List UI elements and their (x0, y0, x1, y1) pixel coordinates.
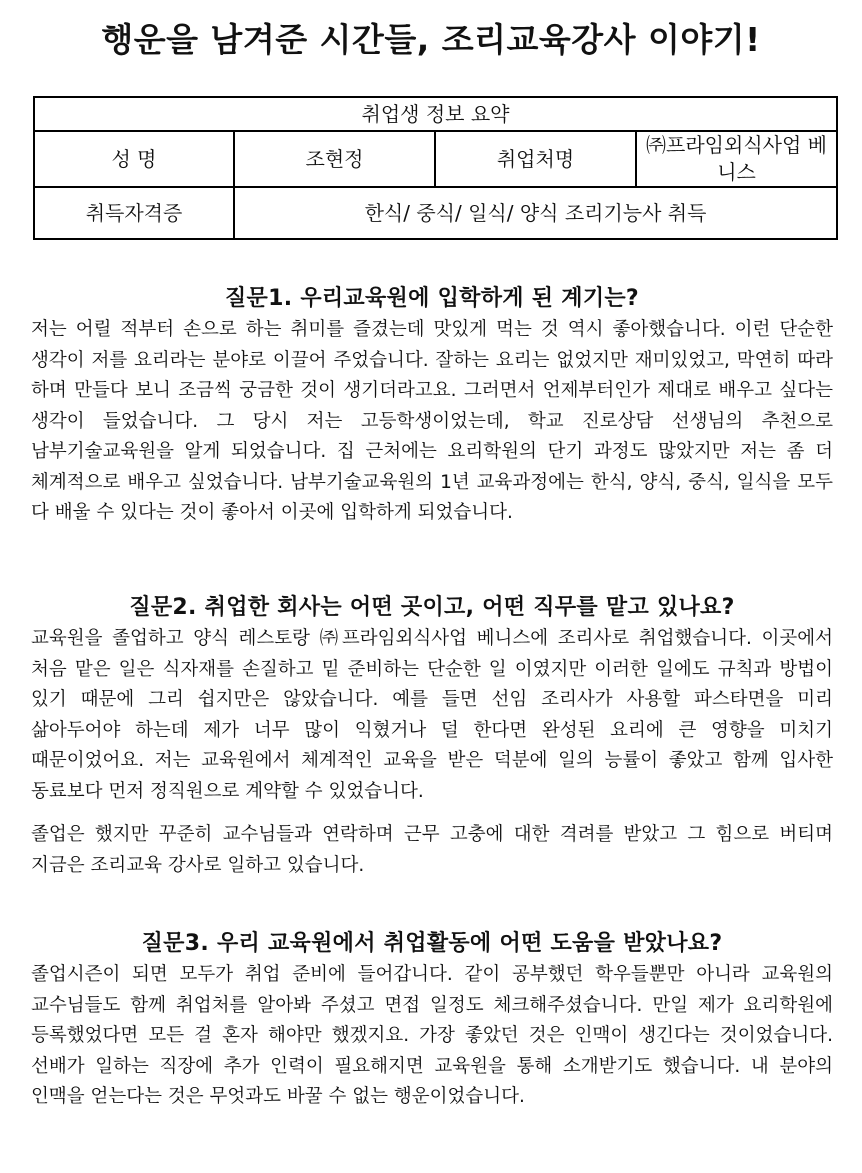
employer-label: 취업처명 (435, 131, 636, 187)
name-value: 조현정 (234, 131, 435, 187)
answer-paragraph: 교육원을 졸업하고 양식 레스토랑 ㈜프라임외식사업 베니스에 조리사로 취업했습니다. 이곳에서 처음 맡은 일은 식자재를 손질하고 밑 준비하는 단순한 일 이였지만 이러한 일에도 규칙과 방법이 있기 때문에 그리 쉽지만은 않았습니다. 예를 들면 선임 조리사가 사용할 파스타면을 미리 삶아두어야 하는데 제가 너무 많이 익혔거나 덜 한다면 완성된 요리에 큰 영향을 미치기 때문이었어요. 저는 교육원에서 체계적인 교육을 받은 덕분에 일의 능률이 좋았고 함께 입사한 동료보다 먼저 정직원으로 계약할 수 있었습니다. (31, 628, 833, 802)
employer-value: ㈜프라임외식사업 베니스 (636, 131, 837, 187)
page-title: 행운을 남겨준 시간들, 조리교육강사 이야기! (101, 20, 761, 59)
section-question-1 (31, 281, 833, 529)
question-heading: 질문2. 취업한 회사는 어떤 곳이고, 어떤 직무를 맡고 있나요? (129, 595, 735, 620)
certificate-value: 한식/ 중식/ 일식/ 양식 조리기능사 취득 (234, 187, 837, 239)
employee-summary-table (33, 96, 838, 240)
answer-paragraph: 졸업시즌이 되면 모두가 취업 준비에 들어갑니다. 같이 공부했던 학우들뿐만 아니라 교육원의 교수님들도 함께 취업처를 알아봐 주셨고 면접 일정도 체크해주셨습니다. 만일 제가 요리학원에 등록했었다면 모든 걸 혼자 해야만 했겠지요. 가장 좋았던 것은 인맥이 생긴다는 것이었습니다. 선배가 일하는 직장에 추가 인력이 필요해지면 교육원을 통해 소개받기도 했습니다. 내 분야의 인맥을 얻는다는 것은 무엇과도 바꿀 수 없는 행운이었습니다. (31, 964, 833, 1107)
summary-heading: 취업생 정보 요약 (34, 97, 837, 131)
answer-paragraph: 저는 어릴 적부터 손으로 하는 취미를 즐겼는데 맛있게 먹는 것 역시 좋아했습니다. 이런 단순한 생각이 저를 요리라는 분야로 이끌어 주었습니다. 잘하는 요리는 없었지만 재미있었고, 막연히 따라 하며 만들다 보니 조금씩 궁금한 것이 생기더라고요. 그러면서 언제부터인가 제대로 배우고 싶다는 생각이 들었습니다. 그 당시 저는 고등학생이었는데, 학교 진로상담 선생님의 추천으로 남부기술교육원을 알게 되었습니다. 집 근처에는 요리학원의 단기 과정도 많았지만 저는 좀 더 체계적으로 배우고 싶었습니다. 남부기술교육원의 1년 교육과정에는 한식, 양식, 중식, 일식을 모두 다 배울 수 있다는 것이 좋아서 이곳에 입학하게 되었습니다. (31, 319, 833, 523)
certificate-label: 취득자격증 (34, 187, 234, 239)
section-question-3 (31, 926, 833, 1113)
name-label: 성 명 (34, 131, 234, 187)
section-question-2 (31, 590, 833, 881)
question-heading: 질문1. 우리교육원에 입학하게 된 계기는? (225, 286, 639, 311)
question-heading: 질문3. 우리 교육원에서 취업활동에 어떤 도움을 받았나요? (141, 931, 723, 956)
answer-paragraph: 졸업은 했지만 꾸준히 교수님들과 연락하며 근무 고충에 대한 격려를 받았고 그 힘으로 버티며 지금은 조리교육 강사로 일하고 있습니다. (31, 824, 833, 876)
